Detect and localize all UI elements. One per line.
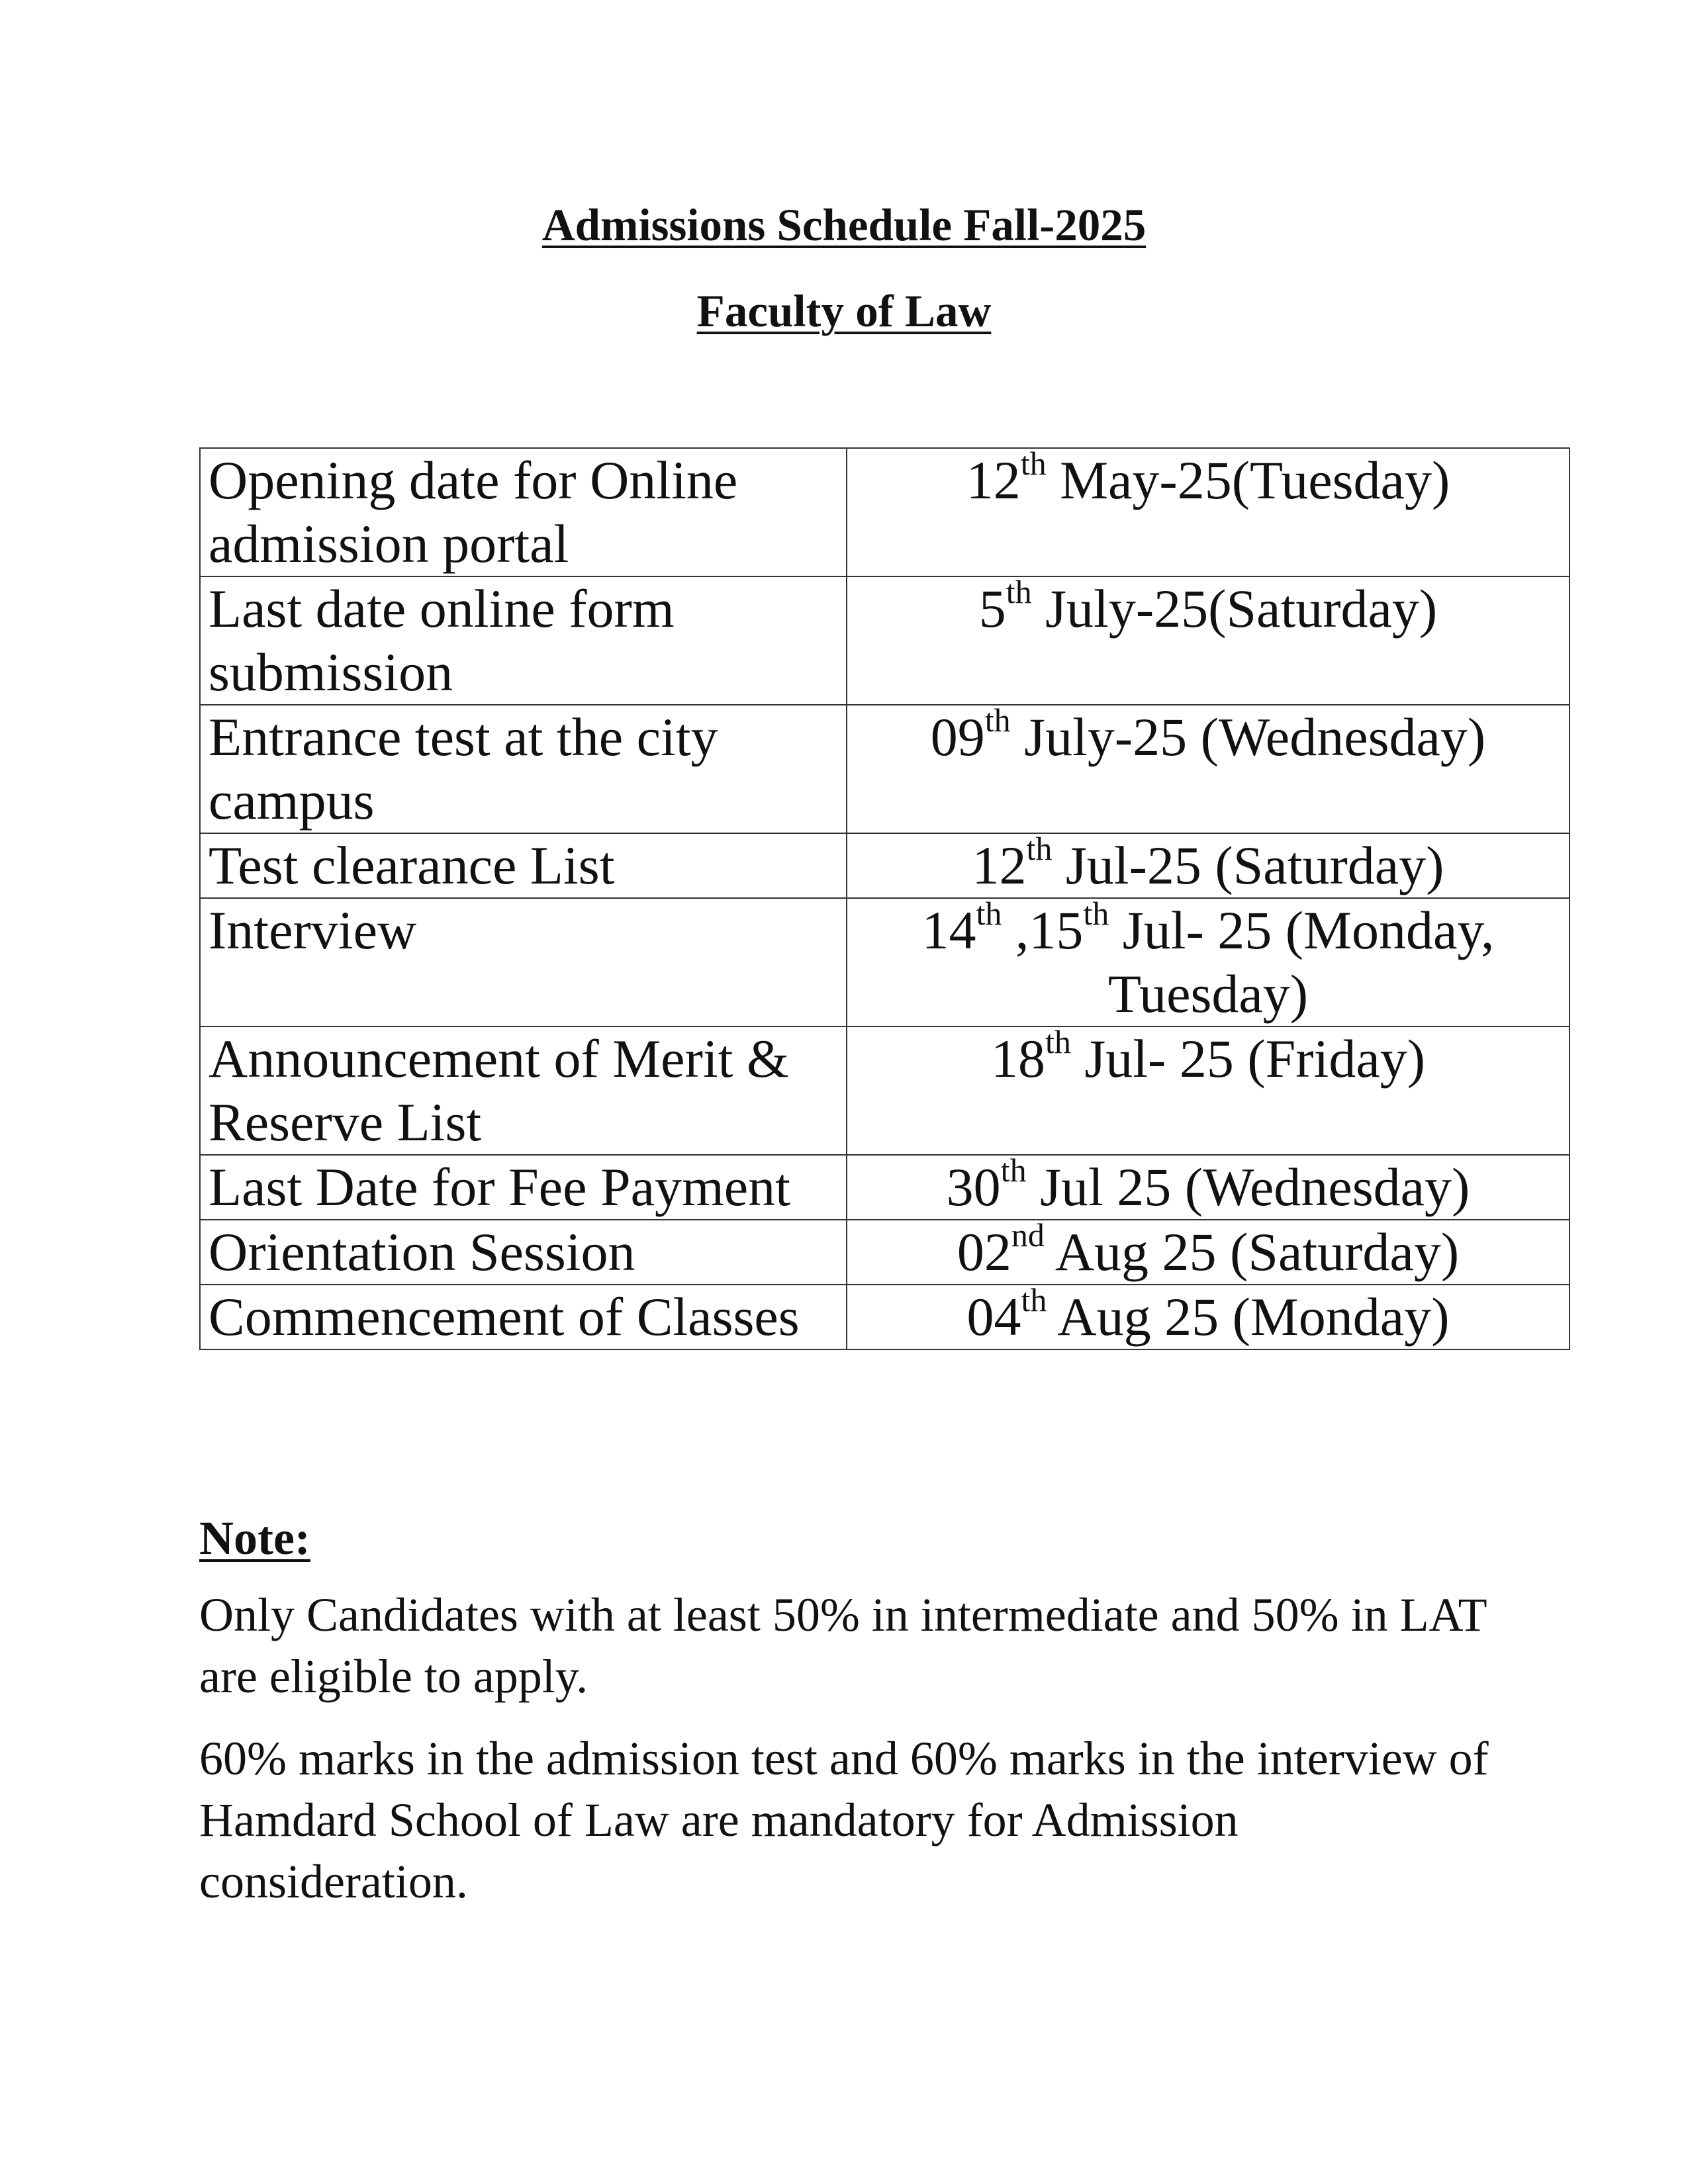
document-subtitle: Faculty of Law xyxy=(696,286,992,336)
date-cell: 14th ,15th Jul- 25 (Monday, Tuesday) xyxy=(847,898,1570,1026)
document-title: Admissions Schedule Fall-2025 xyxy=(541,200,1147,250)
event-cell: Announcement of Merit & Reserve List xyxy=(200,1026,847,1155)
table-row xyxy=(200,1155,1570,1220)
event-cell: Last Date for Fee Payment xyxy=(200,1155,847,1220)
table-row xyxy=(200,898,1570,1026)
note-paragraph: 60% marks in the admission test and 60% marks in the interview of Hamdard School of Law are mandatory for Admission consideration. xyxy=(199,1732,1489,1908)
date-cell: 09th July-25 (Wednesday) xyxy=(847,705,1570,833)
event-cell: Test clearance List xyxy=(200,833,847,898)
date-cell: 04th Aug 25 (Monday) xyxy=(847,1285,1570,1349)
note-paragraph: Only Candidates with at least 50% in intermediate and 50% in LAT are eligible to apply. xyxy=(199,1588,1487,1703)
date-cell: 12th Jul-25 (Saturday) xyxy=(847,833,1570,898)
table-row xyxy=(200,576,1570,705)
table-row xyxy=(200,833,1570,898)
event-cell: Orientation Session xyxy=(200,1220,847,1285)
date-cell: 30th Jul 25 (Wednesday) xyxy=(847,1155,1570,1220)
event-cell: Last date online form submission xyxy=(200,576,847,705)
table-row xyxy=(200,1220,1570,1285)
event-cell: Commencement of Classes xyxy=(200,1285,847,1349)
admissions-schedule-table xyxy=(199,447,1570,1350)
table-row xyxy=(200,705,1570,833)
event-cell: Interview xyxy=(200,898,847,1026)
event-cell: Entrance test at the city campus xyxy=(200,705,847,833)
event-cell: Opening date for Online admission portal xyxy=(200,448,847,576)
table-row xyxy=(200,1285,1570,1349)
date-cell: 12th May-25(Tuesday) xyxy=(847,448,1570,576)
note-heading: Note: xyxy=(199,1512,310,1565)
table-row xyxy=(200,1026,1570,1155)
table-row xyxy=(200,448,1570,576)
date-cell: 18th Jul- 25 (Friday) xyxy=(847,1026,1570,1155)
date-cell: 5th July-25(Saturday) xyxy=(847,576,1570,705)
date-cell: 02nd Aug 25 (Saturday) xyxy=(847,1220,1570,1285)
